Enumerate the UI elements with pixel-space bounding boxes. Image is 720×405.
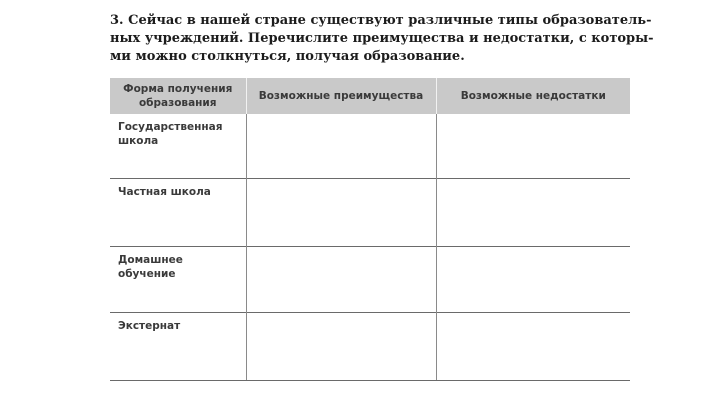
table-row	[110, 246, 630, 312]
table-row	[110, 114, 630, 178]
table-row	[110, 178, 630, 246]
task-line-3: ми можно столкнуться, получая образование.	[110, 49, 465, 64]
task-text	[110, 12, 654, 66]
task-number: 3.	[110, 13, 124, 28]
header-form: Форма получения образования	[110, 78, 246, 114]
disadvantages-cell[interactable]	[436, 246, 630, 312]
row-form-label: Государственная школа	[110, 114, 246, 178]
advantages-cell[interactable]	[246, 312, 436, 380]
advantages-cell[interactable]	[246, 246, 436, 312]
task-line-2: ных учреждений. Перечислите преимущества и недостатки, с которы-	[110, 31, 654, 46]
table-row	[110, 312, 630, 380]
row-form-label: Экстернат	[110, 312, 246, 380]
row-form-label: Домашнее обучение	[110, 246, 246, 312]
disadvantages-cell[interactable]	[436, 312, 630, 380]
disadvantages-cell[interactable]	[436, 114, 630, 178]
task-line-1	[110, 12, 652, 30]
education-forms-table	[110, 78, 630, 381]
row-form-label: Частная школа	[110, 178, 246, 246]
advantages-cell[interactable]	[246, 178, 436, 246]
table-header-row	[110, 78, 630, 114]
header-advantages: Возможные преимущества	[246, 78, 436, 114]
disadvantages-cell[interactable]	[436, 178, 630, 246]
task-line-1-text: Сейчас в нашей стране существуют различные типы образователь-	[128, 13, 652, 28]
header-disadvantages: Возможные недостатки	[436, 78, 630, 114]
advantages-cell[interactable]	[246, 114, 436, 178]
